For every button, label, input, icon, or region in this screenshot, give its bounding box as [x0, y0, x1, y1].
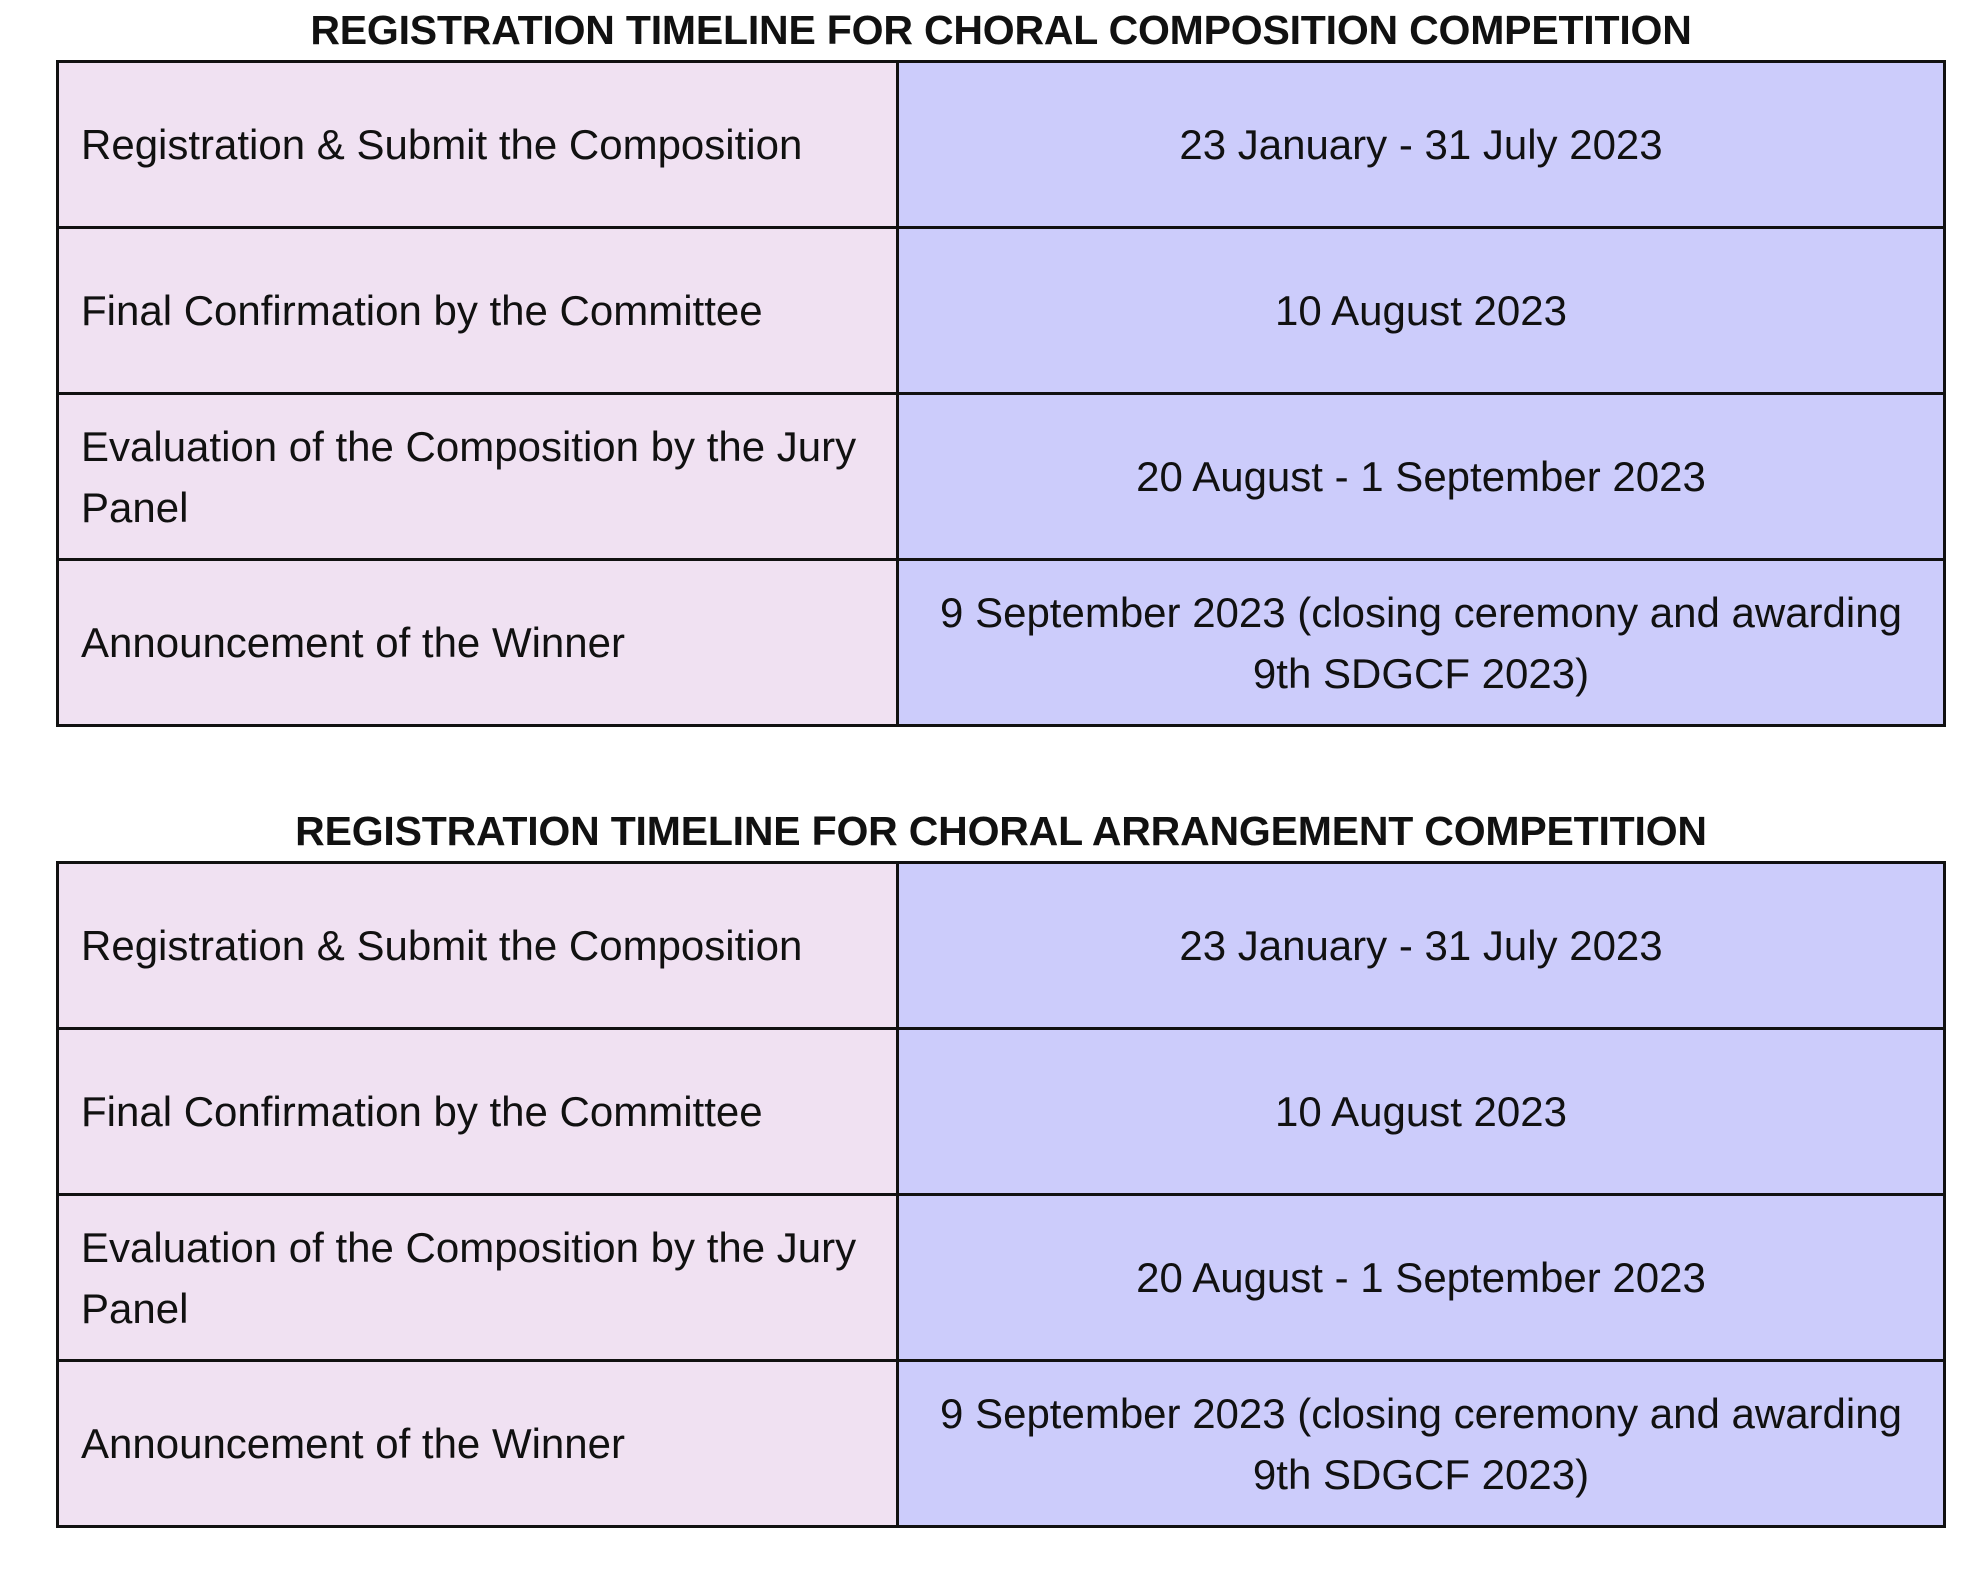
table-row	[58, 62, 1945, 228]
arrangement-timeline-title: REGISTRATION TIMELINE FOR CHORAL ARRANGEMENT COMPETITION	[295, 808, 1707, 854]
table-row	[58, 1029, 1945, 1195]
table-row	[58, 863, 1945, 1029]
date-cell: 9 September 2023 (closing ceremony and awarding 9th SDGCF 2023)	[898, 1361, 1945, 1527]
table-row	[58, 1195, 1945, 1361]
arrangement-timeline-table	[56, 861, 1946, 1528]
phase-cell: Final Confirmation by the Committee	[58, 228, 898, 394]
arrangement-timeline-section	[56, 801, 1946, 1528]
phase-cell: Announcement of the Winner	[58, 1361, 898, 1527]
composition-timeline-table	[56, 60, 1946, 727]
date-cell: 23 January - 31 July 2023	[898, 863, 1945, 1029]
date-cell: 10 August 2023	[898, 228, 1945, 394]
date-cell: 9 September 2023 (closing ceremony and awarding 9th SDGCF 2023)	[898, 560, 1945, 726]
table-row	[58, 228, 1945, 394]
table-row	[58, 394, 1945, 560]
composition-timeline-title: REGISTRATION TIMELINE FOR CHORAL COMPOSITION COMPETITION	[310, 7, 1692, 53]
composition-timeline-section	[56, 0, 1946, 727]
table-row	[58, 1361, 1945, 1527]
phase-cell: Final Confirmation by the Committee	[58, 1029, 898, 1195]
date-cell: 10 August 2023	[898, 1029, 1945, 1195]
table-row	[58, 560, 1945, 726]
phase-cell: Announcement of the Winner	[58, 560, 898, 726]
phase-cell: Registration & Submit the Composition	[58, 863, 898, 1029]
date-cell: 20 August - 1 September 2023	[898, 1195, 1945, 1361]
phase-cell: Evaluation of the Composition by the Jury Panel	[58, 394, 898, 560]
phase-cell: Evaluation of the Composition by the Jury Panel	[58, 1195, 898, 1361]
phase-cell: Registration & Submit the Composition	[58, 62, 898, 228]
date-cell: 20 August - 1 September 2023	[898, 394, 1945, 560]
date-cell: 23 January - 31 July 2023	[898, 62, 1945, 228]
